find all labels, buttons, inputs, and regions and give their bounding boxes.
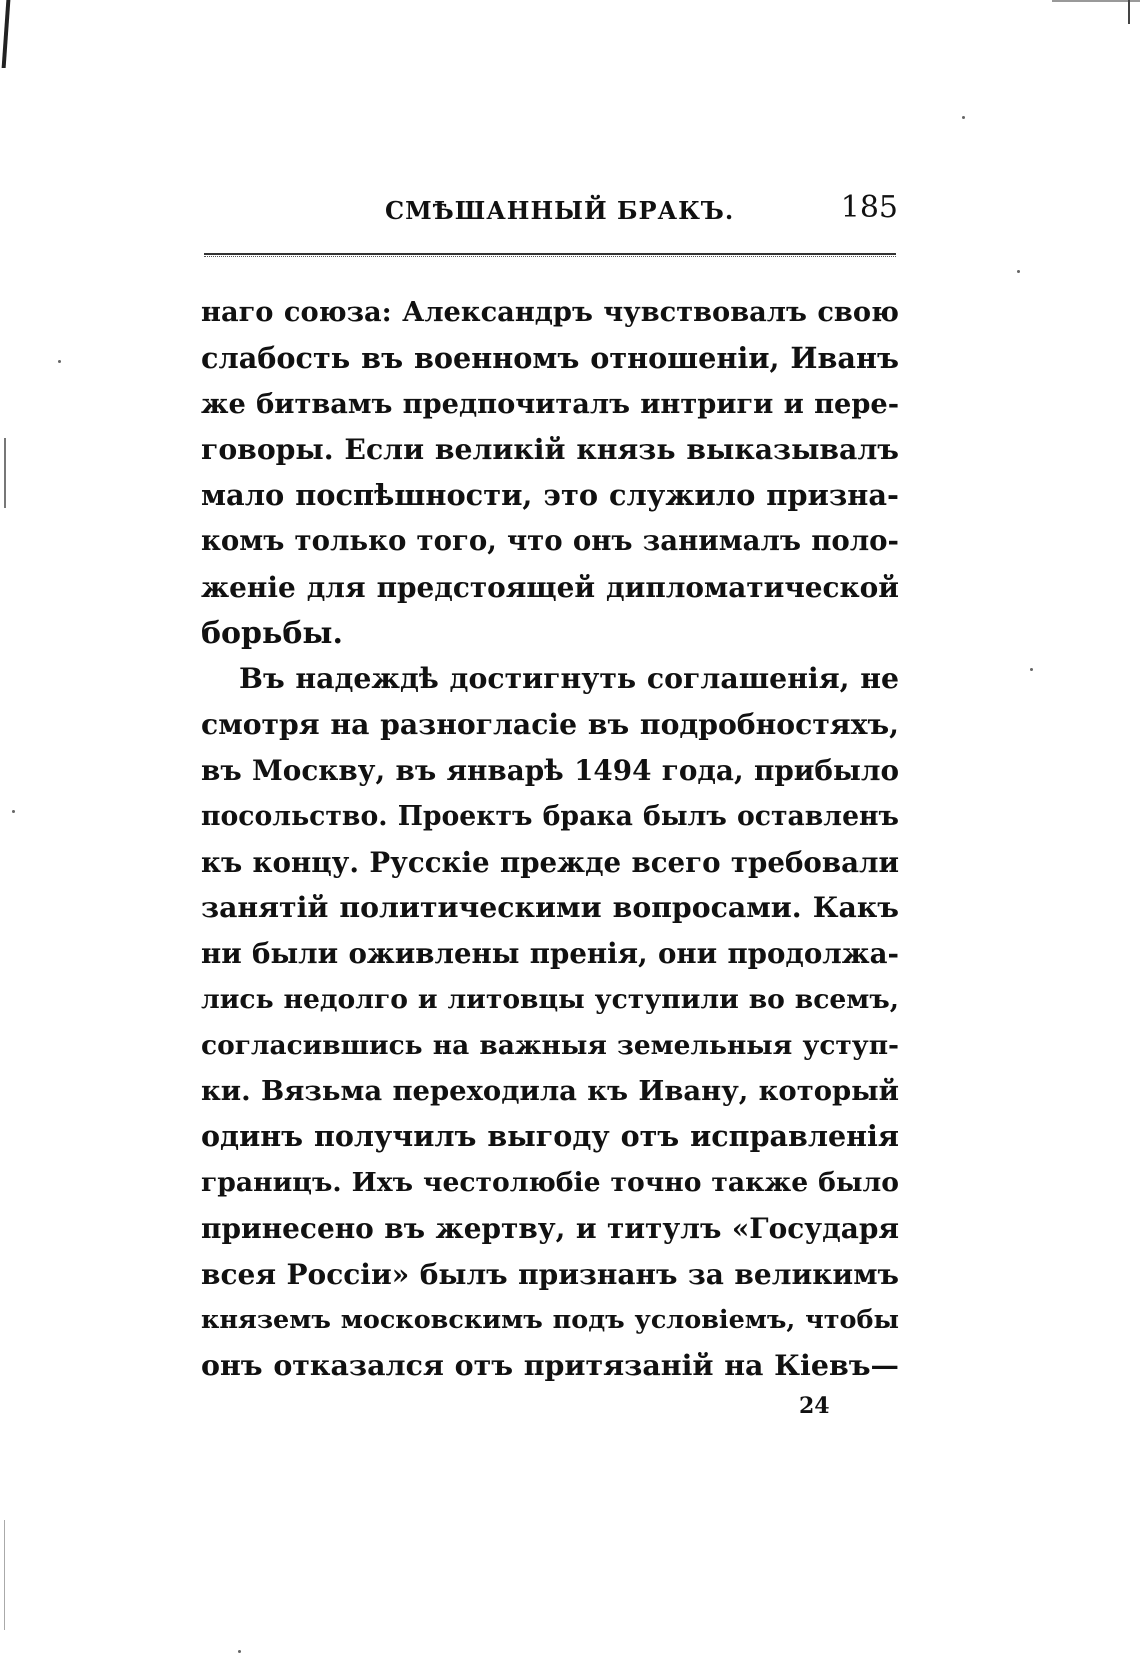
text-line: лись недолго и литовцы уступили во всемъ, — [201, 983, 899, 1015]
scan-speck — [962, 116, 965, 119]
text-line: борьбы. — [201, 615, 343, 651]
scan-edge-mark — [4, 1520, 5, 1630]
paragraph — [201, 290, 899, 656]
text-line: наго союза: Александръ чувствовалъ свою — [201, 296, 899, 328]
body-text — [201, 290, 899, 1389]
text-line: занятій политическими вопросами. Какъ — [201, 890, 899, 925]
text-line: къ концу. Русскіе прежде всего требовали — [201, 845, 899, 879]
page-header — [200, 190, 900, 240]
text-line: смотря на разногласіе въ подробностяхъ, — [201, 707, 899, 742]
page-number: 185 — [840, 190, 898, 225]
scan-speck — [58, 360, 61, 363]
text-line: Въ надеждѣ достигнуть соглашенія, не — [239, 661, 899, 696]
text-line: говоры. Если великій князь выказывалъ — [201, 432, 899, 467]
running-title: СМѢШАННЫЙ БРАКЪ. — [385, 196, 735, 225]
scan-speck — [12, 810, 15, 813]
scan-edge-mark — [1128, 0, 1130, 24]
text-line: согласившись на важныя земельныя уступ- — [201, 1029, 899, 1061]
scan-edge-mark — [2, 0, 11, 68]
text-line: въ Москву, въ январѣ 1494 года, прибыло — [201, 753, 899, 787]
scan-edge-mark — [4, 438, 6, 508]
text-line: женіе для предстоящей дипломатической — [201, 570, 899, 604]
text-line: онъ отказался отъ притязаній на Кіевъ— — [201, 1348, 899, 1383]
text-line: одинъ получилъ выгоду отъ исправленія — [201, 1119, 899, 1154]
text-line: всея Россіи» былъ признанъ за великимъ — [201, 1257, 899, 1291]
header-rule — [204, 253, 896, 255]
text-line: комъ только того, что онъ занималъ поло- — [201, 524, 899, 557]
text-line: княземъ московскимъ подъ условіемъ, чтобы — [201, 1304, 899, 1335]
text-line: посольство. Проектъ брака былъ оставленъ — [201, 800, 899, 832]
text-line: ки. Вязьма переходила къ Ивану, который — [201, 1074, 899, 1107]
text-line: границъ. Ихъ честолюбіе точно также было — [201, 1167, 899, 1199]
text-line: же битвамъ предпочиталъ интриги и пере- — [201, 387, 899, 420]
text-line: ни были оживлены пренія, они продолжа- — [201, 937, 899, 971]
scan-speck — [1017, 270, 1020, 273]
scan-speck — [238, 1650, 241, 1653]
scan-edge-mark — [1052, 0, 1140, 2]
paragraph — [201, 656, 899, 1389]
signature-mark: 24 — [799, 1393, 830, 1419]
text-line: принесено въ жертву, и титулъ «Государя — [201, 1211, 899, 1245]
scan-speck — [1030, 668, 1033, 671]
text-line: мало поспѣшности, это служило призна- — [201, 478, 899, 513]
text-line: слабость въ военномъ отношеніи, Иванъ — [201, 340, 899, 375]
